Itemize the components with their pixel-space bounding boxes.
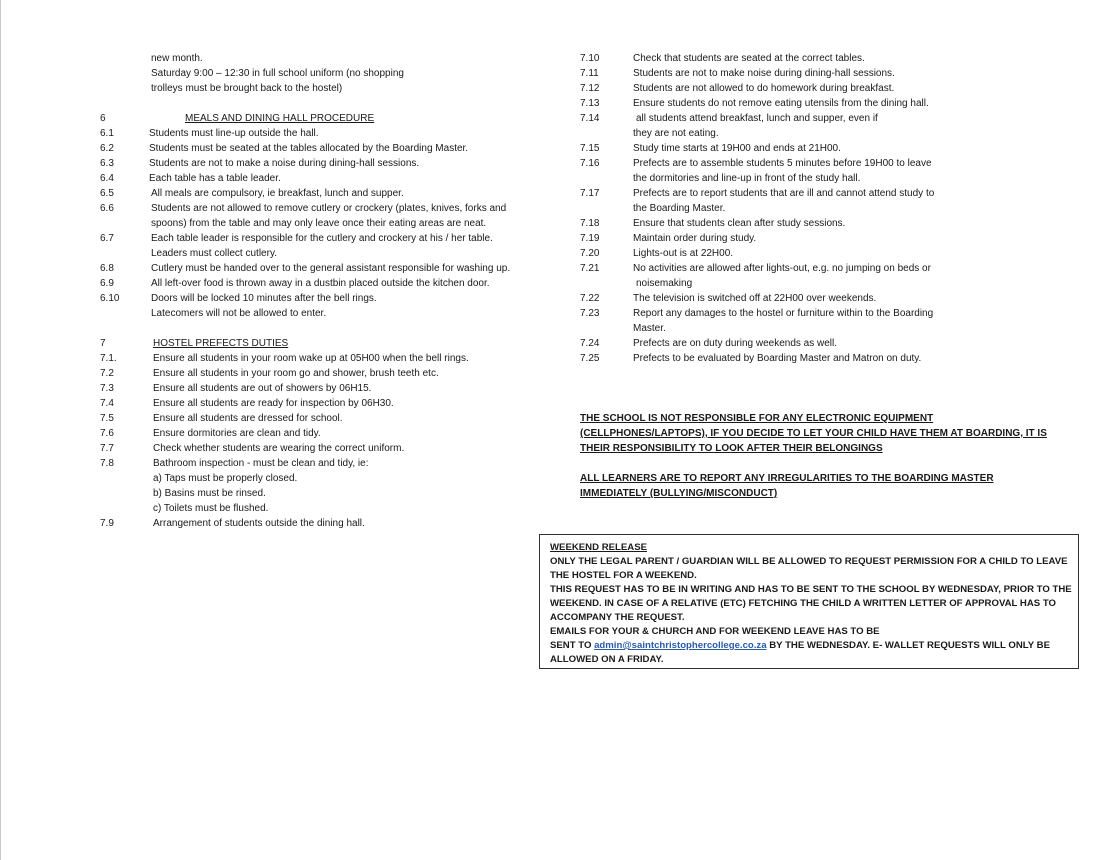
list-item: [580, 96, 1100, 111]
meals-section-header: [100, 111, 540, 126]
list-item: [580, 186, 1100, 201]
item-text: Arrangement of students outside the dining hall.: [153, 518, 365, 529]
item-number: 7.19: [580, 233, 600, 244]
item-text: a) Taps must be properly closed.: [153, 473, 298, 484]
prefects-section-number: 7: [100, 338, 106, 349]
list-item: [580, 306, 1100, 321]
item-number: 7.15: [580, 143, 600, 154]
meals-section-heading: MEALS AND DINING HALL PROCEDURE: [185, 113, 375, 124]
item-number: 7.13: [580, 98, 600, 109]
item-number: 6.8: [100, 263, 114, 274]
list-item: [100, 276, 540, 291]
list-item: [580, 156, 1100, 171]
list-item: [580, 246, 1100, 261]
list-item: [580, 66, 1100, 81]
item-number: 7.2: [100, 368, 114, 379]
list-item: [580, 291, 1100, 306]
item-number: 7.9: [100, 518, 114, 529]
meals-section-number: 6: [100, 113, 106, 124]
item-text: Students are not to make noise during dining-hall sessions.: [633, 68, 895, 79]
item-number: 7.25: [580, 353, 600, 364]
list-item: [100, 246, 540, 261]
item-number: 6.7: [100, 233, 114, 244]
intro-text: new month.: [151, 53, 203, 64]
meals-list: [100, 126, 540, 321]
item-text: Report any damages to the hostel or furniture within to the Boarding: [633, 308, 934, 319]
list-item: [580, 126, 1100, 141]
item-number: 7.6: [100, 428, 114, 439]
item-number: 6.1: [100, 128, 114, 139]
item-text: the dormitories and line-up in front of the study hall.: [633, 173, 861, 184]
item-text: spoons) from the table and may only leave once their eating areas are neat.: [151, 218, 487, 229]
item-text: the Boarding Master.: [633, 203, 726, 214]
prefects-section-heading: HOSTEL PREFECTS DUTIES: [153, 338, 289, 349]
item-text: Students are not allowed to remove cutlery or crockery (plates, knives, forks and: [151, 203, 507, 214]
item-number: 7.8: [100, 458, 114, 469]
prefects-section-header: [100, 336, 540, 351]
list-item: [100, 471, 540, 486]
list-item: [100, 291, 540, 306]
item-text: Master.: [633, 323, 666, 334]
list-item: [100, 216, 540, 231]
intro-block: [100, 51, 540, 96]
item-text: Each table leader is responsible for the cutlery and crockery at his / her table.: [151, 233, 493, 244]
item-text: Prefects to be evaluated by Boarding Master and Matron on duty.: [633, 353, 922, 364]
weekend-release-title: WEEKEND RELEASE: [550, 542, 648, 553]
item-text: Maintain order during study.: [633, 233, 757, 244]
list-item: [100, 426, 540, 441]
notice-line: THEIR RESPONSIBILITY TO LOOK AFTER THEIR BELONGINGS: [580, 443, 883, 454]
intro-line: [100, 81, 540, 96]
intro-text: Saturday 9:00 – 12:30 in full school uniform (no shopping: [151, 68, 404, 79]
weekend-release-line: WEEKEND. IN CASE OF A RELATIVE (ETC) FETCHING THE CHILD A WRITTEN LETTER OF APPROVAL HAS TO: [550, 598, 1056, 609]
item-number: 7.24: [580, 338, 600, 349]
item-number: 7.4: [100, 398, 114, 409]
page-edge-line: [0, 0, 1, 860]
item-text: Ensure dormitories are clean and tidy.: [153, 428, 321, 439]
intro-line: [100, 66, 540, 81]
item-text: Students must line-up outside the hall.: [149, 128, 319, 139]
item-number: 7.18: [580, 218, 600, 229]
item-text: Ensure all students in your room wake up at 05H00 when the bell rings.: [153, 353, 469, 364]
list-item: [580, 201, 1100, 216]
list-item: [580, 51, 1100, 66]
weekend-release-line: ACCOMPANY THE REQUEST.: [550, 612, 685, 623]
item-number: 7.22: [580, 293, 600, 304]
item-number: 7.7: [100, 443, 114, 454]
item-text: Ensure students do not remove eating utensils from the dining hall.: [633, 98, 929, 109]
list-item: [100, 516, 540, 531]
item-text: they are not eating.: [633, 128, 719, 139]
item-text: Ensure all students in your room go and shower, brush teeth etc.: [153, 368, 439, 379]
list-item: [580, 231, 1100, 246]
notice-line: (CELLPHONES/LAPTOPS), IF YOU DECIDE TO LET YOUR CHILD HAVE THEM AT BOARDING, IT IS: [580, 428, 1047, 439]
list-item: [100, 126, 540, 141]
notice-line: ALL LEARNERS ARE TO REPORT ANY IRREGULARITIES TO THE BOARDING MASTER: [580, 473, 994, 484]
item-number: 7.21: [580, 263, 600, 274]
item-text: noisemaking: [636, 278, 693, 289]
sent-prefix: SENT TO: [550, 640, 595, 651]
list-item: [100, 486, 540, 501]
item-number: 6.6: [100, 203, 114, 214]
item-text: Latecomers will not be allowed to enter.: [151, 308, 327, 319]
item-text: Prefects are on duty during weekends as well.: [633, 338, 837, 349]
item-number: 6.4: [100, 173, 114, 184]
item-text: Ensure all students are ready for inspection by 06H30.: [153, 398, 394, 409]
list-item: [100, 261, 540, 276]
item-text: Students are not allowed to do homework during breakfast.: [633, 83, 895, 94]
item-number: 7.23: [580, 308, 600, 319]
item-number: 7.14: [580, 113, 600, 124]
item-number: 6.9: [100, 278, 114, 289]
list-item: [580, 216, 1100, 231]
prefects-list-continued: [580, 51, 1100, 366]
item-number: 7.16: [580, 158, 600, 169]
list-item: [580, 171, 1100, 186]
weekend-release-sent-line: [550, 639, 1068, 653]
item-text: Check whether students are wearing the correct uniform.: [153, 443, 405, 454]
irregularities-notice: [580, 471, 1100, 501]
item-number: 6.3: [100, 158, 114, 169]
item-number: 6.10: [100, 293, 120, 304]
list-item: [100, 231, 540, 246]
electronics-notice: [580, 411, 1100, 456]
item-text: Each table has a table leader.: [149, 173, 281, 184]
item-text: Lights-out is at 22H00.: [633, 248, 734, 259]
right-column: [580, 51, 1100, 501]
item-text: Ensure all students are out of showers by 06H15.: [153, 383, 372, 394]
item-text: Students must be seated at the tables allocated by the Boarding Master.: [149, 143, 469, 154]
list-item: [100, 186, 540, 201]
item-number: 7.5: [100, 413, 114, 424]
intro-line: [100, 51, 540, 66]
list-item: [100, 141, 540, 156]
list-item: [100, 351, 540, 366]
list-item: [100, 441, 540, 456]
item-text: Study time starts at 19H00 and ends at 21H00.: [633, 143, 841, 154]
item-text: c) Toilets must be flushed.: [153, 503, 269, 514]
weekend-release-line: EMAILS FOR YOUR & CHURCH AND FOR WEEKEND LEAVE HAS TO BE: [550, 626, 880, 637]
item-text: All left-over food is thrown away in a dustbin placed outside the kitchen door.: [151, 278, 490, 289]
notice-line: IMMEDIATELY (BULLYING/MISCONDUCT): [580, 488, 778, 499]
sent-suffix: BY THE WEDNESDAY. E- WALLET REQUESTS WILL ONLY BE: [766, 640, 1050, 651]
item-text: All meals are compulsory, ie breakfast, lunch and supper.: [151, 188, 404, 199]
item-number: 7.3: [100, 383, 114, 394]
item-number: 7.20: [580, 248, 600, 259]
weekend-release-box: [539, 534, 1079, 669]
item-number: 7.17: [580, 188, 600, 199]
item-text: Ensure that students clean after study sessions.: [633, 218, 846, 229]
item-number: 7.10: [580, 53, 600, 64]
item-text: Prefects are to assemble students 5 minutes before 19H00 to leave: [633, 158, 932, 169]
item-number: 6.5: [100, 188, 114, 199]
list-item: [100, 366, 540, 381]
weekend-release-last-line: ALLOWED ON A FRIDAY.: [550, 654, 664, 665]
weekend-release-line: ONLY THE LEGAL PARENT / GUARDIAN WILL BE ALLOWED TO REQUEST PERMISSION FOR A CHILD TO LEAVE: [550, 556, 1068, 567]
weekend-release-line: THE HOSTEL FOR A WEEKEND.: [550, 570, 697, 581]
list-item: [100, 201, 540, 216]
list-item: [580, 321, 1100, 336]
item-text: Students are not to make a noise during dining-hall sessions.: [149, 158, 420, 169]
intro-text: trolleys must be brought back to the hostel): [151, 83, 343, 94]
item-number: 7.1.: [100, 353, 117, 364]
weekend-release-lines: [550, 555, 1072, 639]
item-text: b) Basins must be rinsed.: [153, 488, 266, 499]
left-column: [100, 51, 540, 531]
list-item: [580, 81, 1100, 96]
weekend-release-line: THIS REQUEST HAS TO BE IN WRITING AND HAS TO BE SENT TO THE SCHOOL BY WEDNESDAY, PRIOR TO THE: [550, 584, 1072, 595]
list-item: [580, 111, 1100, 126]
list-item: [580, 336, 1100, 351]
item-text: Check that students are seated at the correct tables.: [633, 53, 865, 64]
item-number: 7.12: [580, 83, 600, 94]
notice-line: THE SCHOOL IS NOT RESPONSIBLE FOR ANY ELECTRONIC EQUIPMENT: [580, 413, 934, 424]
item-text: The television is switched off at 22H00 over weekends.: [633, 293, 877, 304]
item-text: Cutlery must be handed over to the general assistant responsible for washing up.: [151, 263, 511, 274]
prefects-list: [100, 351, 540, 531]
item-text: No activities are allowed after lights-out, e.g. no jumping on beds or: [633, 263, 931, 274]
list-item: [100, 381, 540, 396]
list-item: [580, 276, 1100, 291]
item-text: Bathroom inspection - must be clean and tidy, ie:: [153, 458, 369, 469]
list-item: [580, 261, 1100, 276]
list-item: [100, 411, 540, 426]
admin-email-link[interactable]: admin@saintchristophercollege.co.za: [594, 640, 767, 651]
list-item: [100, 456, 540, 471]
list-item: [100, 396, 540, 411]
item-text: Prefects are to report students that are ill and cannot attend study to: [633, 188, 935, 199]
item-text: Ensure all students are dressed for school.: [153, 413, 343, 424]
item-number: 6.2: [100, 143, 114, 154]
list-item: [100, 306, 540, 321]
item-number: 7.11: [580, 68, 599, 79]
list-item: [100, 156, 540, 171]
item-text: all students attend breakfast, lunch and supper, even if: [636, 113, 878, 124]
list-item: [580, 351, 1100, 366]
list-item: [100, 501, 540, 516]
item-text: Leaders must collect cutlery.: [151, 248, 277, 259]
list-item: [100, 171, 540, 186]
item-text: Doors will be locked 10 minutes after the bell rings.: [151, 293, 377, 304]
list-item: [580, 141, 1100, 156]
